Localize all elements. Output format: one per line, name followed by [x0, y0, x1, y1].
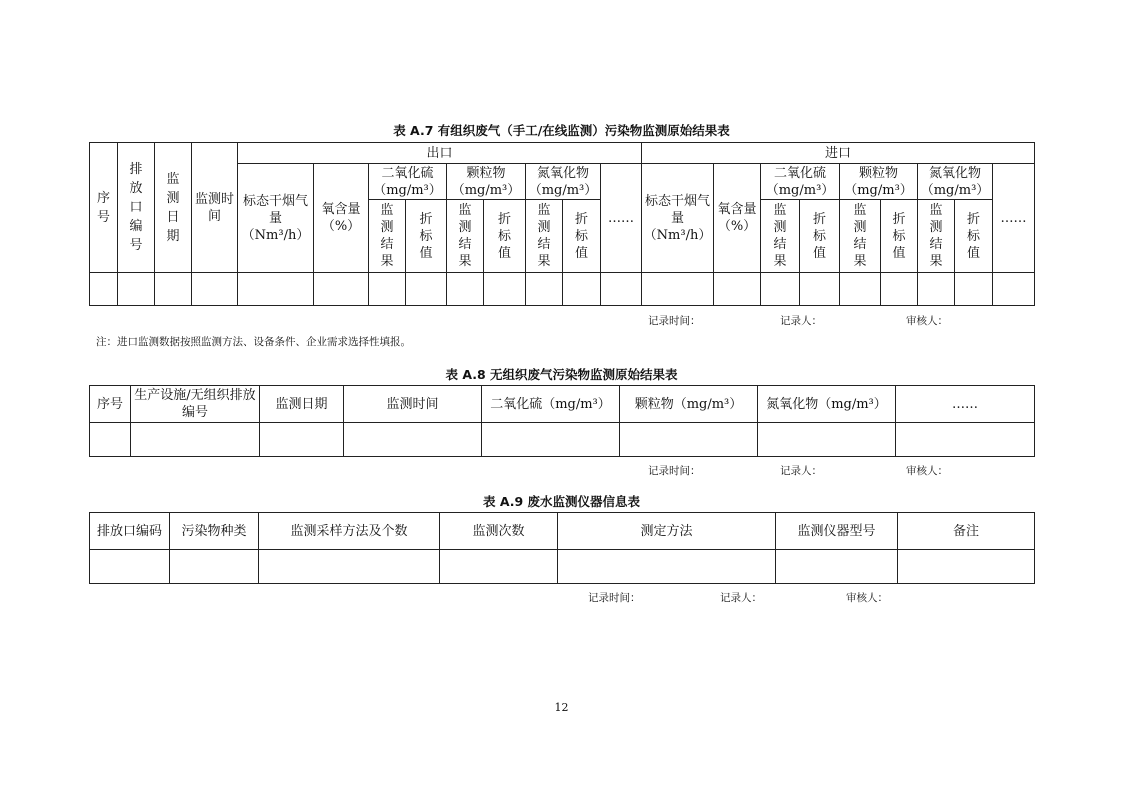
- t8-more-header: ……: [896, 386, 1035, 423]
- t9-remarks-header: 备注: [898, 513, 1035, 550]
- t9-determination-method-header: 测定方法: [558, 513, 776, 550]
- table7-note: 注：进口监测数据按照监测方法、设备条件、企业需求选择性填报。: [96, 336, 411, 348]
- table-a9: [89, 512, 1035, 584]
- outlet-oxygen-header: 氧含量 （%）: [314, 164, 369, 273]
- t9-sampling-method-header: 监测采样方法及个数: [259, 513, 440, 550]
- inlet-oxygen-header: 氧含量 （%）: [714, 164, 761, 273]
- inlet-nox-measured: 监 测 结 果: [918, 200, 955, 273]
- table7-reviewer-label: 审核人：: [906, 315, 948, 327]
- outlet-so2-measured: 监 测 结 果: [369, 200, 406, 273]
- inlet-pm-converted: 折 标 值: [881, 200, 918, 273]
- t8-nox-header: 氮氧化物（mg/m³）: [758, 386, 896, 423]
- page-number: 12: [554, 701, 569, 714]
- table9-record-time-label: 记录时间：: [588, 592, 641, 604]
- seq-header: 序 号: [90, 143, 118, 273]
- inlet-pm-measured: 监 测 结 果: [840, 200, 881, 273]
- inlet-so2-converted: 折 标 值: [800, 200, 840, 273]
- t8-so2-header: 二氧化硫（mg/m³）: [482, 386, 620, 423]
- table-a8: [89, 385, 1035, 457]
- table9-recorder-label: 记录人：: [720, 592, 762, 604]
- t8-facility-header: 生产设施/无组织排放编号: [131, 386, 260, 423]
- inlet-so2-measured: 监 测 结 果: [761, 200, 800, 273]
- table8-empty-row: [90, 423, 1035, 457]
- t9-outlet-code-header: 排放口编码: [90, 513, 170, 550]
- outlet-nox-header: 氮氧化物 （mg/m³）: [526, 164, 601, 200]
- table8-reviewer-label: 审核人：: [906, 465, 948, 477]
- t9-frequency-header: 监测次数: [440, 513, 558, 550]
- table7-record-time-label: 记录时间：: [648, 315, 701, 327]
- inlet-more-header: ……: [993, 164, 1035, 273]
- t8-pm-header: 颗粒物（mg/m³）: [620, 386, 758, 423]
- t9-pollutant-type-header: 污染物种类: [170, 513, 259, 550]
- outlet-nox-converted: 折 标 值: [563, 200, 601, 273]
- inlet-flow-header: 标态干烟气量 （Nm³/h）: [642, 164, 714, 273]
- table9-empty-row: [90, 550, 1035, 584]
- outlet-pm-header: 颗粒物 （mg/m³）: [447, 164, 526, 200]
- outlet-flow-header: 标态干烟气量 （Nm³/h）: [238, 164, 314, 273]
- inlet-nox-header: 氮氧化物 （mg/m³）: [918, 164, 993, 200]
- outlet-more-header: ……: [601, 164, 642, 273]
- table-a7: [89, 142, 1035, 306]
- table7-caption: 表 A.7 有组织废气（手工/在线监测）污染物监测原始结果表: [393, 123, 730, 138]
- outlet-pm-converted: 折 标 值: [484, 200, 526, 273]
- table9-reviewer-label: 审核人：: [846, 592, 888, 604]
- inlet-pm-header: 颗粒物 （mg/m³）: [840, 164, 918, 200]
- table9-caption: 表 A.9 废水监测仪器信息表: [482, 494, 641, 509]
- table8-record-time-label: 记录时间：: [648, 465, 701, 477]
- outlet-so2-converted: 折 标 值: [406, 200, 447, 273]
- time-header: 监测时间: [192, 143, 238, 273]
- outlet-no-header: 排 放 口 编 号: [118, 143, 155, 273]
- t8-seq-header: 序号: [90, 386, 131, 423]
- t9-instrument-model-header: 监测仪器型号: [776, 513, 898, 550]
- t8-date-header: 监测日期: [260, 386, 344, 423]
- outlet-pm-measured: 监 测 结 果: [447, 200, 484, 273]
- table8-caption: 表 A.8 无组织废气污染物监测原始结果表: [445, 367, 678, 382]
- date-header: 监 测 日 期: [155, 143, 192, 273]
- t8-time-header: 监测时间: [344, 386, 482, 423]
- table7-recorder-label: 记录人：: [780, 315, 822, 327]
- outlet-group-header: 出口: [238, 143, 642, 164]
- inlet-so2-header: 二氧化硫 （mg/m³）: [761, 164, 840, 200]
- inlet-group-header: 进口: [642, 143, 1035, 164]
- table7-empty-row: [90, 273, 1035, 306]
- outlet-so2-header: 二氧化硫 （mg/m³）: [369, 164, 447, 200]
- inlet-nox-converted: 折 标 值: [955, 200, 993, 273]
- outlet-nox-measured: 监 测 结 果: [526, 200, 563, 273]
- table8-recorder-label: 记录人：: [780, 465, 822, 477]
